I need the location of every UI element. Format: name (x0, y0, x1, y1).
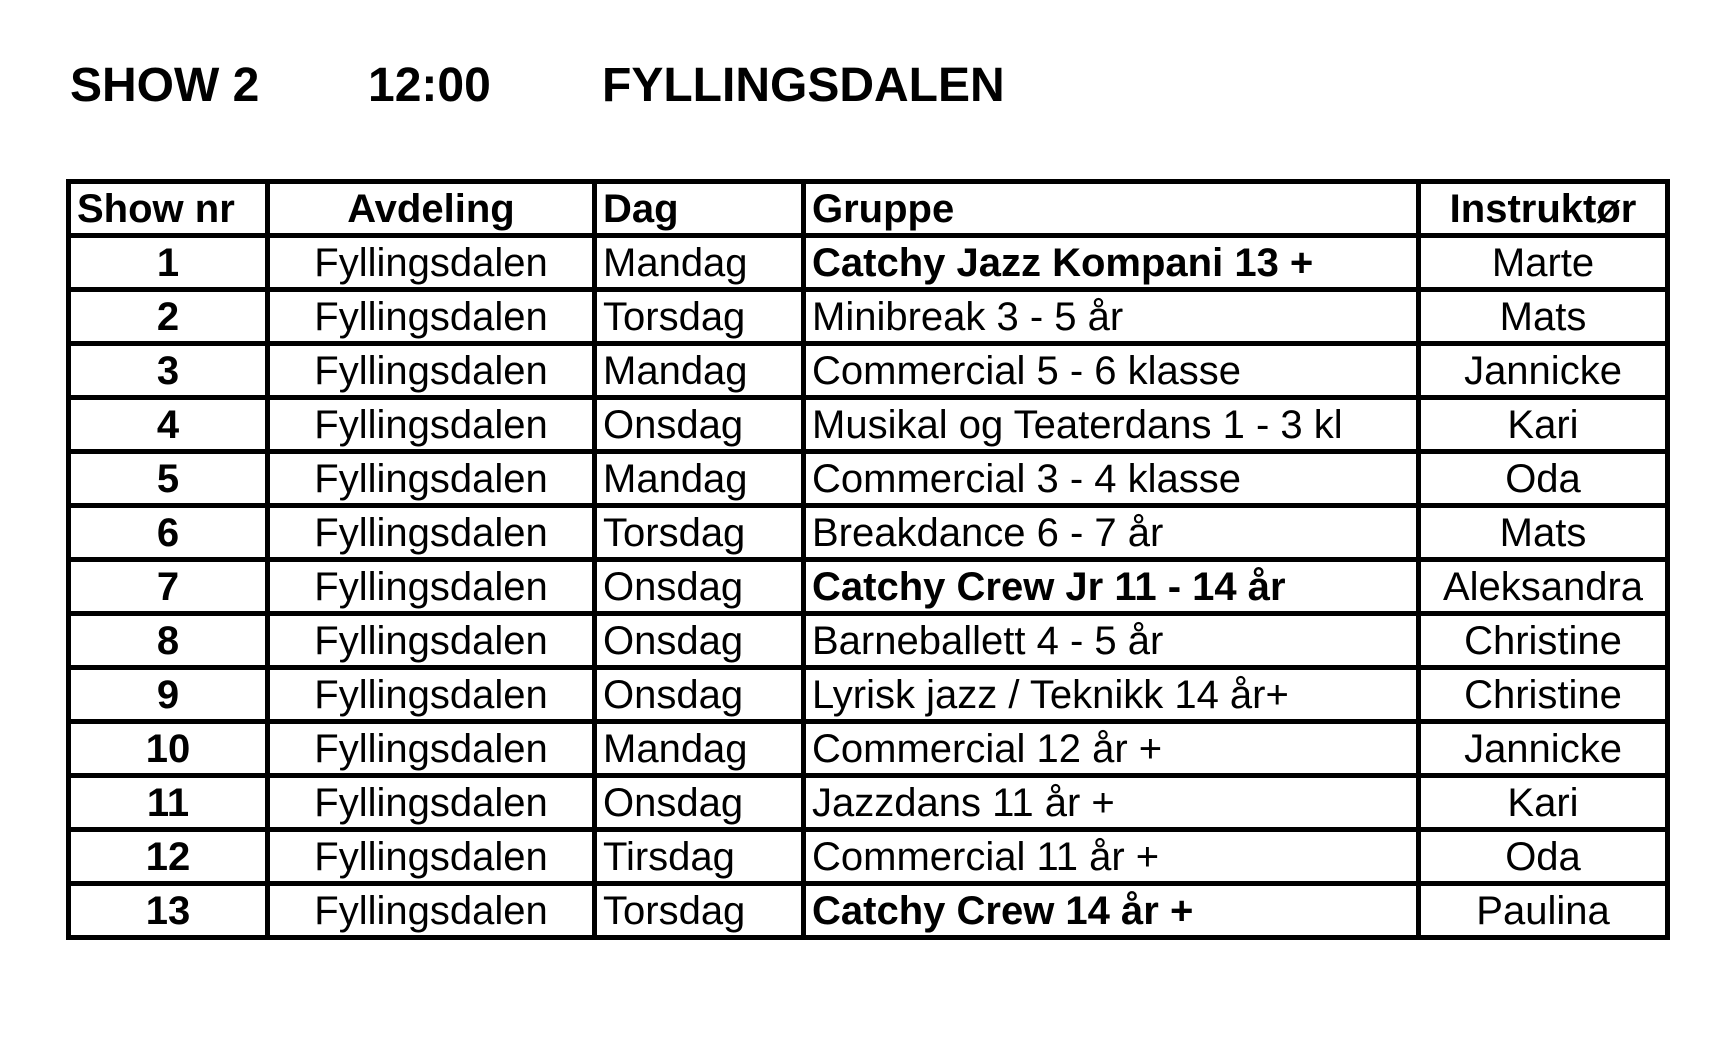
table-row (69, 614, 1668, 668)
table-row (69, 776, 1668, 830)
cell-dag: Onsdag (595, 398, 804, 452)
cell-avdeling: Fyllingsdalen (268, 398, 595, 452)
cell-gruppe: Minibreak 3 - 5 år (804, 290, 1419, 344)
cell-show-nr: 9 (69, 668, 268, 722)
cell-instruktor: Mats (1419, 290, 1668, 344)
cell-instruktor: Marte (1419, 236, 1668, 290)
cell-avdeling: Fyllingsdalen (268, 236, 595, 290)
table-row (69, 506, 1668, 560)
table-row (69, 452, 1668, 506)
column-header-gruppe: Gruppe (804, 182, 1419, 236)
cell-dag: Mandag (595, 452, 804, 506)
cell-instruktor: Mats (1419, 506, 1668, 560)
cell-dag: Tirsdag (595, 830, 804, 884)
cell-avdeling: Fyllingsdalen (268, 290, 595, 344)
cell-gruppe: Commercial 5 - 6 klasse (804, 344, 1419, 398)
cell-avdeling: Fyllingsdalen (268, 506, 595, 560)
cell-gruppe: Commercial 11 år + (804, 830, 1419, 884)
cell-gruppe: Catchy Jazz Kompani 13 + (804, 236, 1419, 290)
cell-avdeling: Fyllingsdalen (268, 722, 595, 776)
cell-show-nr: 8 (69, 614, 268, 668)
table-row (69, 668, 1668, 722)
table-row (69, 830, 1668, 884)
cell-instruktor: Kari (1419, 398, 1668, 452)
column-header-avdeling: Avdeling (268, 182, 595, 236)
cell-avdeling: Fyllingsdalen (268, 614, 595, 668)
cell-show-nr: 5 (69, 452, 268, 506)
cell-show-nr: 13 (69, 884, 268, 938)
table-row (69, 560, 1668, 614)
cell-avdeling: Fyllingsdalen (268, 830, 595, 884)
cell-avdeling: Fyllingsdalen (268, 344, 595, 398)
cell-show-nr: 7 (69, 560, 268, 614)
cell-dag: Onsdag (595, 668, 804, 722)
show-title: SHOW 2 (70, 59, 260, 112)
cell-avdeling: Fyllingsdalen (268, 776, 595, 830)
column-header-dag: Dag (595, 182, 804, 236)
cell-dag: Onsdag (595, 776, 804, 830)
cell-instruktor: Jannicke (1419, 344, 1668, 398)
cell-dag: Mandag (595, 344, 804, 398)
cell-gruppe: Barneballett 4 - 5 år (804, 614, 1419, 668)
cell-gruppe: Jazzdans 11 år + (804, 776, 1419, 830)
show-location: FYLLINGSDALEN (602, 59, 1005, 112)
show-time: 12:00 (368, 59, 491, 112)
cell-show-nr: 2 (69, 290, 268, 344)
cell-gruppe: Catchy Crew Jr 11 - 14 år (804, 560, 1419, 614)
cell-dag: Mandag (595, 236, 804, 290)
page-header (0, 58, 1712, 118)
cell-avdeling: Fyllingsdalen (268, 884, 595, 938)
table-header-row (69, 182, 1668, 236)
cell-avdeling: Fyllingsdalen (268, 452, 595, 506)
cell-dag: Onsdag (595, 560, 804, 614)
table-row (69, 236, 1668, 290)
cell-instruktor: Jannicke (1419, 722, 1668, 776)
table-row (69, 722, 1668, 776)
cell-dag: Onsdag (595, 614, 804, 668)
cell-gruppe: Lyrisk jazz / Teknikk 14 år+ (804, 668, 1419, 722)
cell-dag: Torsdag (595, 290, 804, 344)
column-header-show-nr: Show nr (69, 182, 268, 236)
table-row (69, 398, 1668, 452)
cell-gruppe: Commercial 12 år + (804, 722, 1419, 776)
cell-show-nr: 11 (69, 776, 268, 830)
cell-dag: Torsdag (595, 506, 804, 560)
cell-instruktor: Oda (1419, 452, 1668, 506)
cell-show-nr: 12 (69, 830, 268, 884)
cell-instruktor: Christine (1419, 668, 1668, 722)
cell-show-nr: 6 (69, 506, 268, 560)
table-row (69, 344, 1668, 398)
cell-show-nr: 3 (69, 344, 268, 398)
cell-show-nr: 4 (69, 398, 268, 452)
cell-dag: Mandag (595, 722, 804, 776)
cell-instruktor: Oda (1419, 830, 1668, 884)
cell-instruktor: Paulina (1419, 884, 1668, 938)
cell-instruktor: Aleksandra (1419, 560, 1668, 614)
cell-instruktor: Kari (1419, 776, 1668, 830)
cell-gruppe: Breakdance 6 - 7 år (804, 506, 1419, 560)
cell-gruppe: Musikal og Teaterdans 1 - 3 kl (804, 398, 1419, 452)
cell-instruktor: Christine (1419, 614, 1668, 668)
table-row (69, 290, 1668, 344)
column-header-instruktor: Instruktør (1419, 182, 1668, 236)
cell-dag: Torsdag (595, 884, 804, 938)
cell-show-nr: 10 (69, 722, 268, 776)
schedule-table (66, 179, 1670, 940)
cell-avdeling: Fyllingsdalen (268, 560, 595, 614)
cell-gruppe: Catchy Crew 14 år + (804, 884, 1419, 938)
cell-avdeling: Fyllingsdalen (268, 668, 595, 722)
cell-gruppe: Commercial 3 - 4 klasse (804, 452, 1419, 506)
table-row (69, 884, 1668, 938)
table-body (69, 236, 1668, 938)
cell-show-nr: 1 (69, 236, 268, 290)
